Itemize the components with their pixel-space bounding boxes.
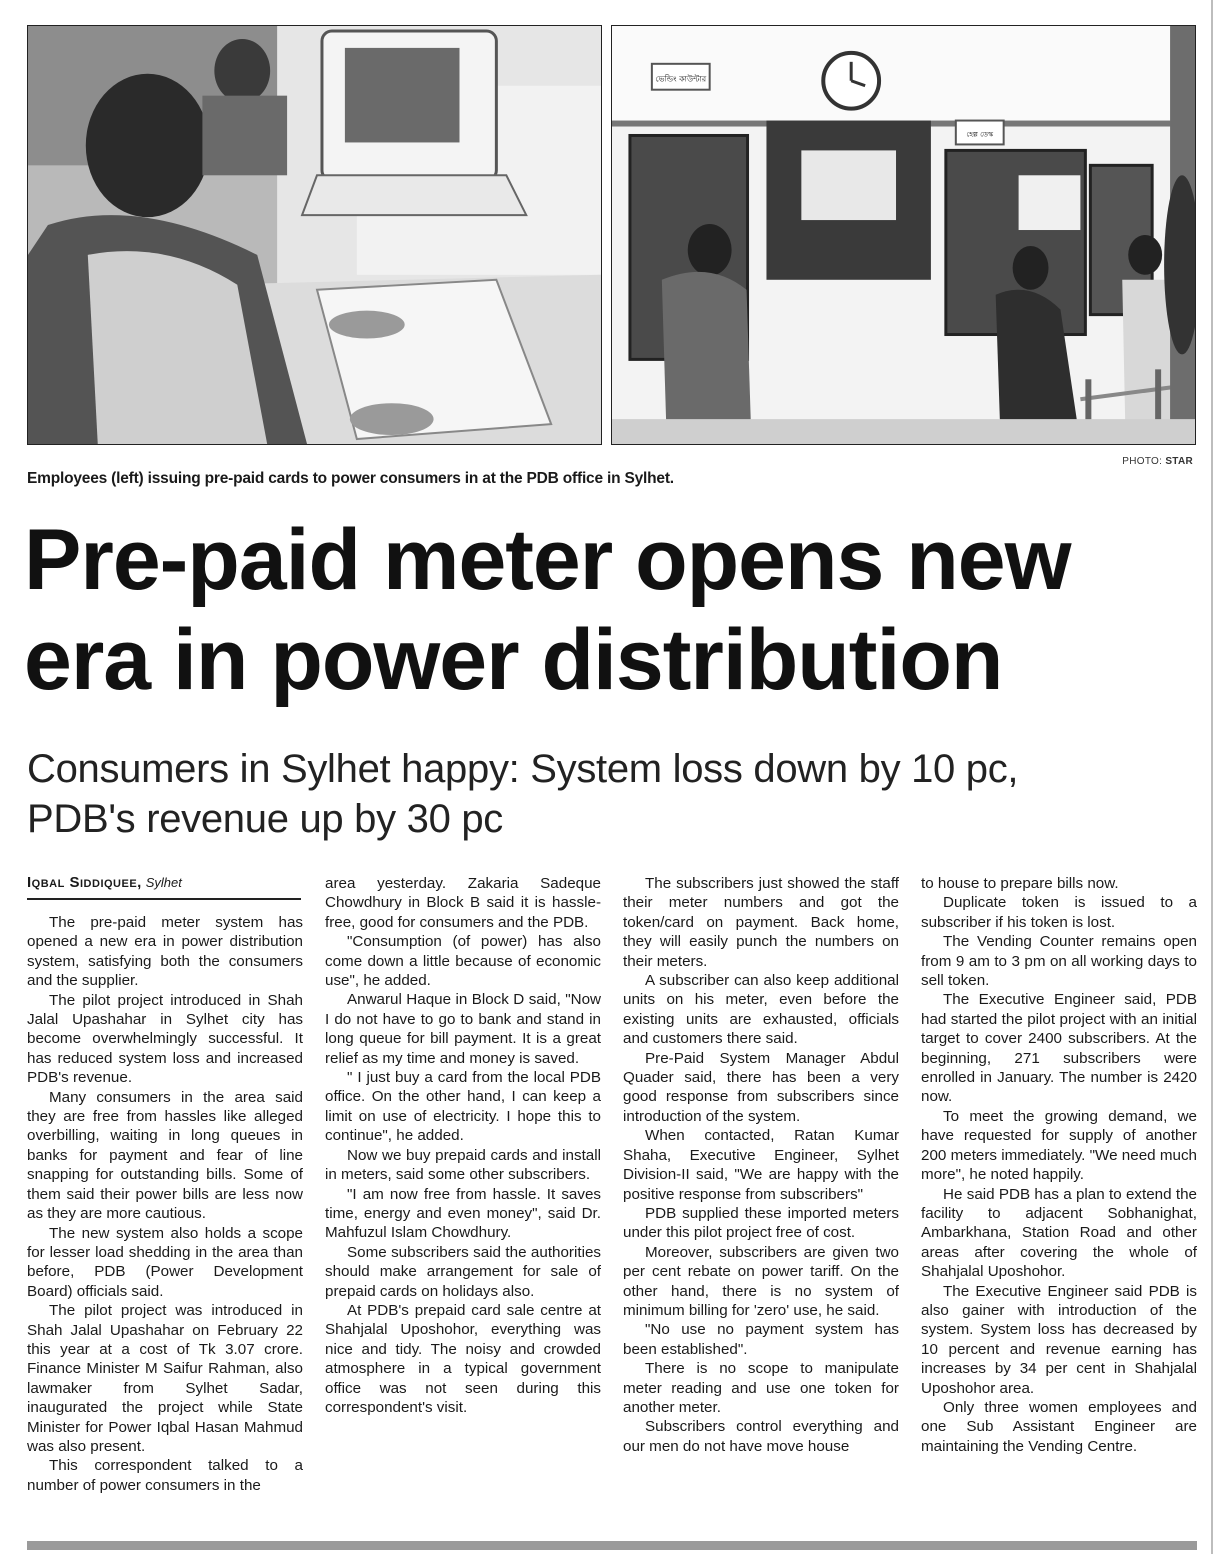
article-column-2	[325, 874, 601, 1417]
paragraph: to house to prepare bills now.	[921, 875, 1119, 892]
paragraph: The pre-paid meter system has opened a new era in power distribution system, satisfying both the consumers and the supplier.	[27, 914, 303, 990]
paragraph: At PDB's prepaid card sale centre at Shahjalal Uposhohor, everything was nice and tidy. The noisy and crowded atmosphere in a typical government office was not seen during this correspondent's visit.	[325, 1301, 601, 1416]
paragraph: When contacted, Ratan Kumar Shaha, Executive Engineer, Sylhet Division-II said, "We are happy with the positive response from subscribers"	[623, 1127, 899, 1203]
paragraph: Subscribers control everything and our men do not have move house	[623, 1418, 899, 1455]
paragraph: To meet the growing demand, we have requested for supply of another 200 meters immediately. "We need much more", he noted happily.	[921, 1107, 1197, 1184]
paragraph: A subscriber can also keep additional units on his meter, even before the existing units are exhausted, officials and customers there said.	[623, 972, 899, 1048]
paragraph: area yesterday. Zakaria Sadeque Chowdhury in Block B said it is hassle-free, good for consumers and the PDB.	[325, 875, 601, 931]
article-column-1	[27, 913, 303, 1495]
article-column-4	[921, 874, 1197, 1456]
photo-credit-source: STAR	[1165, 456, 1193, 467]
paragraph: This correspondent talked to a number of power consumers in the	[27, 1457, 303, 1494]
paragraph: Moreover, subscribers are given two per cent rebate on power tariff. On the other hand, there is no system of minimum billing for 'zero' use, he said.	[623, 1243, 899, 1319]
photo-credit-label: PHOTO:	[1122, 456, 1163, 467]
paragraph: "No use no payment system has been established".	[623, 1321, 899, 1358]
paragraph: Duplicate token is issued to a subscriber if his token is lost.	[921, 894, 1197, 931]
paragraph: The new system also holds a scope for lesser load shedding in the area than before, PDB (Power Development Board) officials said.	[27, 1224, 303, 1300]
byline	[27, 874, 301, 900]
paragraph: The pilot project was introduced in Shah Jalal Upashahar on February 22 this year at a cost of Tk 3.07 crore. Finance Minister M Saifur Rahman, also lawmaker from Sylhet Sadar, inaugurated the project while State Minister for Power Iqbal Hasan Mahmud was also present.	[27, 1302, 303, 1455]
office-employee-illustration	[28, 26, 601, 444]
sign-right-text: হেল্প ডেস্ক	[966, 130, 994, 139]
headline	[24, 510, 1204, 710]
vending-counter-illustration	[612, 26, 1195, 444]
author-location: Sylhet	[145, 875, 182, 890]
author-name: Iqbal Siddiquee,	[27, 874, 142, 891]
paragraph: Some subscribers said the authorities should make arrangement for sale of prepaid cards on holidays also.	[325, 1243, 601, 1300]
paragraph: The subscribers just showed the staff their meter numbers and got the token/card on payment. Back home, they will easily punch the numbers on their meters.	[623, 875, 899, 970]
sign-left-text: ভেন্ডিং কাউন্টার	[655, 74, 707, 84]
paragraph: Now we buy prepaid cards and install in meters, said some other subscribers.	[325, 1146, 601, 1184]
paragraph: Many consumers in the area said they are free from hassles like alleged overbilling, waiting in long queues in banks for payment and fear of line snapping for outstanding bills. Some of them said their power bills are less now as they are more cautious.	[27, 1088, 303, 1223]
paragraph: The Executive Engineer said PDB is also gainer with introduction of the system. System loss has decreased by 10 percent and revenue earning has increases by 34 per cent in Shahjalal Uposhohor area.	[921, 1282, 1197, 1397]
photo-caption: Employees (left) issuing pre-paid cards to power consumers in at the PDB office in Sylhet.	[27, 470, 674, 487]
headline-line-2: era in power distribution	[24, 612, 1003, 708]
paragraph: "Consumption (of power) has also come down a little because of economic use", he added.	[325, 933, 601, 990]
vending-counter-photo	[611, 25, 1196, 445]
paragraph: Anwarul Haque in Block D said, "Now I do not have to go to bank and stand in long queue for bill payment. It is a great relief as my time and money is saved.	[325, 991, 601, 1067]
subheadline-line-1: Consumers in Sylhet happy: System loss down by 10 pc,	[27, 747, 1019, 791]
page-edge-rule	[1211, 0, 1213, 1554]
subheadline-line-2: PDB's revenue up by 30 pc	[27, 797, 503, 841]
paragraph: There is no scope to manipulate meter reading and use one token for another meter.	[623, 1360, 899, 1416]
bottom-rule	[27, 1541, 1197, 1550]
paragraph: Only three women employees and one Sub Assistant Engineer are maintaining the Vending Centre.	[921, 1398, 1197, 1455]
paragraph: "I am now free from hassle. It saves time, energy and even money", said Dr. Mahfuzul Islam Chowdhury.	[325, 1185, 601, 1242]
photo-credit	[1122, 456, 1193, 467]
paragraph: The Vending Counter remains open from 9 am to 3 pm on all working days to sell token.	[921, 933, 1197, 990]
office-employee-photo	[27, 25, 602, 445]
headline-line-1: Pre-paid meter opens new	[24, 512, 1071, 608]
clock-icon	[823, 53, 879, 109]
paragraph: Pre-Paid System Manager Abdul Quader said, there has been a very good response from subscribers since introduction of the system.	[623, 1049, 899, 1125]
paragraph: PDB supplied these imported meters under this pilot project free of cost.	[623, 1204, 899, 1242]
paragraph: " I just buy a card from the local PDB office. On the other hand, I can keep a limit on use of electricity. I hope this to continue", he added.	[325, 1069, 601, 1145]
paragraph: The Executive Engineer said, PDB had started the pilot project with an initial target to cover 2400 subscribers. At the beginning, 271 subscribers were enrolled in January. The number is 2420 now.	[921, 991, 1197, 1106]
article-column-3	[623, 874, 899, 1456]
paragraph: He said PDB has a plan to extend the facility to adjacent Sobhanighat, Ambarkhana, Station Road and other areas after covering the whole of Shahjalal Uposhohor.	[921, 1185, 1197, 1281]
subheadline	[27, 744, 1207, 844]
paragraph: The pilot project introduced in Shah Jalal Upashahar in Sylhet city has become overwhelmingly successful. It has reduced system loss and increased PDB's revenue.	[27, 991, 303, 1087]
